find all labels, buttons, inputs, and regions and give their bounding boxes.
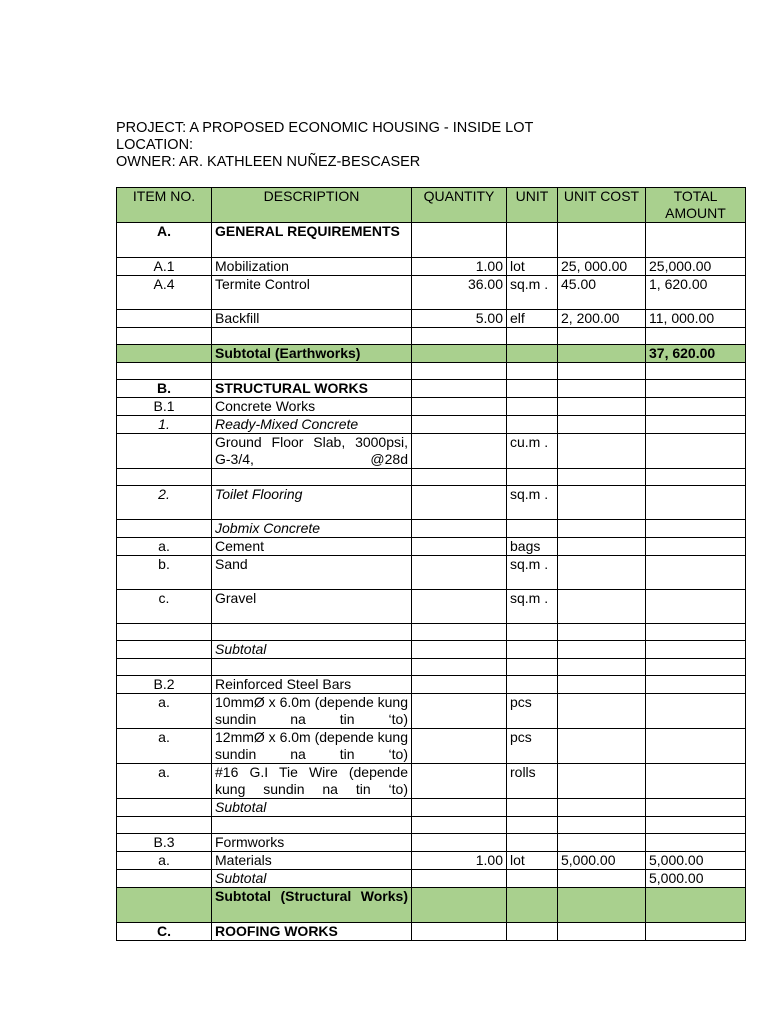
cell-total-amount: 5,000.00 [646,870,746,888]
cell-quantity [412,624,507,641]
location-line: LOCATION: [116,137,194,153]
cell-quantity [412,380,507,398]
table-row [117,520,746,538]
cell-total-amount [646,223,746,258]
cell-description [212,659,412,676]
cell-item-no: a. [117,764,212,799]
cell-total-amount [646,398,746,416]
table-row [117,469,746,486]
table-row [117,817,746,834]
cell-description: Ground Floor Slab, 3000psi, G-3/4, @28d [212,434,412,469]
cell-item-no [117,328,212,345]
table-row [117,834,746,852]
cell-item-no: A.4 [117,276,212,310]
cell-unit-cost [558,923,646,941]
cell-description: Termite Control [212,276,412,310]
cell-description: Cement [212,538,412,556]
cell-unit-cost [558,817,646,834]
project-line: PROJECT: A PROPOSED ECONOMIC HOUSING - INSIDE LOT [116,120,534,136]
cell-total-amount [646,834,746,852]
cell-quantity [412,659,507,676]
cell-quantity [412,520,507,538]
cell-total-amount [646,486,746,520]
cell-unit-cost: 5,000.00 [558,852,646,870]
cell-unit: sq.m . [507,486,558,520]
cell-unit: pcs [507,694,558,729]
table-row [117,434,746,469]
cell-item-no [117,363,212,380]
cell-total-amount [646,729,746,764]
cell-item-no [117,817,212,834]
cell-item-no [117,434,212,469]
cell-description [212,469,412,486]
table-row [117,729,746,764]
cell-unit [507,328,558,345]
cell-unit [507,363,558,380]
cell-quantity [412,486,507,520]
cell-unit [507,659,558,676]
cell-item-no: b. [117,556,212,590]
table-row [117,694,746,729]
cell-description: Subtotal [212,799,412,817]
cell-unit: rolls [507,764,558,799]
cell-unit [507,380,558,398]
cell-total-amount [646,328,746,345]
cell-total-amount: 5,000.00 [646,852,746,870]
cell-unit [507,676,558,694]
cell-unit [507,223,558,258]
cell-unit-cost [558,799,646,817]
table-row [117,556,746,590]
cell-description: Backfill [212,310,412,328]
cell-item-no [117,624,212,641]
cell-unit-cost [558,434,646,469]
cell-quantity [412,676,507,694]
cell-item-no: B.1 [117,398,212,416]
cell-item-no [117,888,212,923]
cell-unit: lot [507,852,558,870]
cell-unit [507,469,558,486]
cell-item-no: 2. [117,486,212,520]
cell-unit-cost [558,398,646,416]
cell-quantity [412,590,507,624]
cell-unit [507,641,558,659]
cell-unit [507,888,558,923]
cell-quantity: 5.00 [412,310,507,328]
table-row [117,870,746,888]
column-header-total-amount: TOTAL AMOUNT [646,188,746,223]
cell-unit-cost [558,416,646,434]
cell-item-no [117,799,212,817]
cell-quantity [412,729,507,764]
cell-quantity [412,870,507,888]
cell-description: Mobilization [212,258,412,276]
cell-description: Materials [212,852,412,870]
cell-item-no: a. [117,729,212,764]
cell-unit [507,923,558,941]
cell-total-amount: 25,000.00 [646,258,746,276]
cell-item-no: C. [117,923,212,941]
cell-total-amount: 11, 000.00 [646,310,746,328]
cell-item-no [117,520,212,538]
cell-total-amount [646,659,746,676]
table-row [117,624,746,641]
cell-item-no [117,870,212,888]
cell-quantity [412,923,507,941]
cell-item-no [117,469,212,486]
cell-unit [507,799,558,817]
cell-description [212,328,412,345]
column-header-description: DESCRIPTION [212,188,412,223]
cell-unit: lot [507,258,558,276]
cell-unit-cost [558,870,646,888]
cell-item-no: c. [117,590,212,624]
table-row [117,398,746,416]
cell-description: Subtotal (Earthworks) [212,345,412,363]
document-header [116,120,533,171]
table-row [117,641,746,659]
cell-item-no: a. [117,694,212,729]
cell-quantity [412,556,507,590]
cell-description: Subtotal [212,641,412,659]
table-row [117,380,746,398]
cell-quantity [412,345,507,363]
table-row [117,676,746,694]
table-row [117,328,746,345]
cell-description: #16 G.I Tie Wire (depende kung sundin na tin ‘to) [212,764,412,799]
cell-unit-cost [558,469,646,486]
cell-total-amount [646,764,746,799]
cell-unit [507,416,558,434]
cell-unit [507,345,558,363]
cell-unit [507,870,558,888]
cell-unit-cost [558,590,646,624]
cell-unit-cost [558,676,646,694]
cell-unit: bags [507,538,558,556]
cell-item-no [117,659,212,676]
cell-description: Gravel [212,590,412,624]
cell-description: ROOFING WORKS [212,923,412,941]
cell-quantity [412,834,507,852]
table-row [117,345,746,363]
cell-total-amount [646,434,746,469]
cell-total-amount: 1, 620.00 [646,276,746,310]
cell-total-amount [646,676,746,694]
cell-description: Subtotal [212,870,412,888]
table-row [117,486,746,520]
cell-unit-cost [558,834,646,852]
table-row [117,888,746,923]
column-header-unit-cost: UNIT COST [558,188,646,223]
table-row [117,258,746,276]
cell-unit-cost [558,729,646,764]
cell-unit [507,520,558,538]
column-header-quantity: QUANTITY [412,188,507,223]
cell-unit-cost [558,328,646,345]
cell-unit-cost: 2, 200.00 [558,310,646,328]
cell-quantity [412,416,507,434]
table-row [117,799,746,817]
cell-description: Subtotal (Structural Works) [212,888,412,923]
cell-description: Ready-Mixed Concrete [212,416,412,434]
cell-quantity [412,434,507,469]
cell-quantity [412,538,507,556]
cell-quantity [412,888,507,923]
cell-quantity [412,363,507,380]
cell-quantity: 1.00 [412,258,507,276]
cell-total-amount: 37, 620.00 [646,345,746,363]
table-row [117,363,746,380]
cell-quantity: 1.00 [412,852,507,870]
cell-quantity [412,398,507,416]
cell-unit-cost [558,345,646,363]
cell-unit: cu.m . [507,434,558,469]
cell-unit: pcs [507,729,558,764]
cell-unit-cost [558,641,646,659]
cell-total-amount [646,416,746,434]
cell-total-amount [646,520,746,538]
cell-item-no [117,345,212,363]
cell-total-amount [646,694,746,729]
table-row [117,764,746,799]
cell-unit-cost [558,538,646,556]
table-row [117,223,746,258]
cell-quantity [412,817,507,834]
cell-total-amount [646,538,746,556]
cell-unit-cost [558,694,646,729]
cell-description: GENERAL REQUIREMENTS [212,223,412,258]
cell-item-no [117,310,212,328]
column-header-unit: UNIT [507,188,558,223]
cell-item-no: B.3 [117,834,212,852]
cell-quantity [412,469,507,486]
table-row [117,659,746,676]
cell-unit-cost [558,764,646,799]
cell-unit-cost [558,223,646,258]
cell-description: Concrete Works [212,398,412,416]
cell-description: Toilet Flooring [212,486,412,520]
cell-unit-cost: 45.00 [558,276,646,310]
table-row [117,590,746,624]
cell-unit-cost [558,363,646,380]
cell-quantity [412,223,507,258]
cell-description: Reinforced Steel Bars [212,676,412,694]
cell-total-amount [646,363,746,380]
cell-description: 10mmØ x 6.0m (depende kung sundin na tin ‘to) [212,694,412,729]
cell-total-amount [646,923,746,941]
cell-total-amount [646,590,746,624]
cell-item-no: A.1 [117,258,212,276]
cell-item-no [117,641,212,659]
cell-unit-cost [558,556,646,590]
owner-line: OWNER: AR. KATHLEEN NUÑEZ-BESCASER [116,154,421,170]
cell-unit: sq.m . [507,276,558,310]
cell-description [212,817,412,834]
table-row [117,852,746,870]
cell-item-no: 1. [117,416,212,434]
cell-unit-cost [558,624,646,641]
cell-item-no: a. [117,538,212,556]
cell-quantity [412,641,507,659]
cell-item-no: A. [117,223,212,258]
cell-quantity: 36.00 [412,276,507,310]
cell-unit-cost [558,486,646,520]
cell-unit-cost [558,380,646,398]
table-header-row [117,188,746,223]
cell-total-amount [646,469,746,486]
cell-total-amount [646,556,746,590]
cell-item-no: B. [117,380,212,398]
cell-total-amount [646,799,746,817]
cell-quantity [412,328,507,345]
cell-quantity [412,694,507,729]
cell-item-no: B.2 [117,676,212,694]
table-row [117,923,746,941]
bill-of-quantities-table [116,187,746,941]
cell-description: STRUCTURAL WORKS [212,380,412,398]
cell-total-amount [646,817,746,834]
cell-unit-cost: 25, 000.00 [558,258,646,276]
cell-unit [507,817,558,834]
cell-description: Formworks [212,834,412,852]
cell-description [212,363,412,380]
cell-total-amount [646,888,746,923]
cell-unit: sq.m . [507,556,558,590]
cell-unit [507,624,558,641]
cell-total-amount [646,380,746,398]
cell-unit [507,834,558,852]
cell-unit-cost [558,659,646,676]
cell-unit [507,398,558,416]
cell-total-amount [646,624,746,641]
table-row [117,538,746,556]
cell-total-amount [646,641,746,659]
cell-description: 12mmØ x 6.0m (depende kung sundin na tin ‘to) [212,729,412,764]
cell-unit-cost [558,520,646,538]
cell-item-no: a. [117,852,212,870]
cell-unit: sq.m . [507,590,558,624]
table-row [117,416,746,434]
table-row [117,276,746,310]
cell-quantity [412,799,507,817]
cell-unit-cost [558,888,646,923]
cell-description: Jobmix Concrete [212,520,412,538]
column-header-item-no: ITEM NO. [117,188,212,223]
cell-unit: elf [507,310,558,328]
table-row [117,310,746,328]
cell-description [212,624,412,641]
cell-quantity [412,764,507,799]
cell-description: Sand [212,556,412,590]
